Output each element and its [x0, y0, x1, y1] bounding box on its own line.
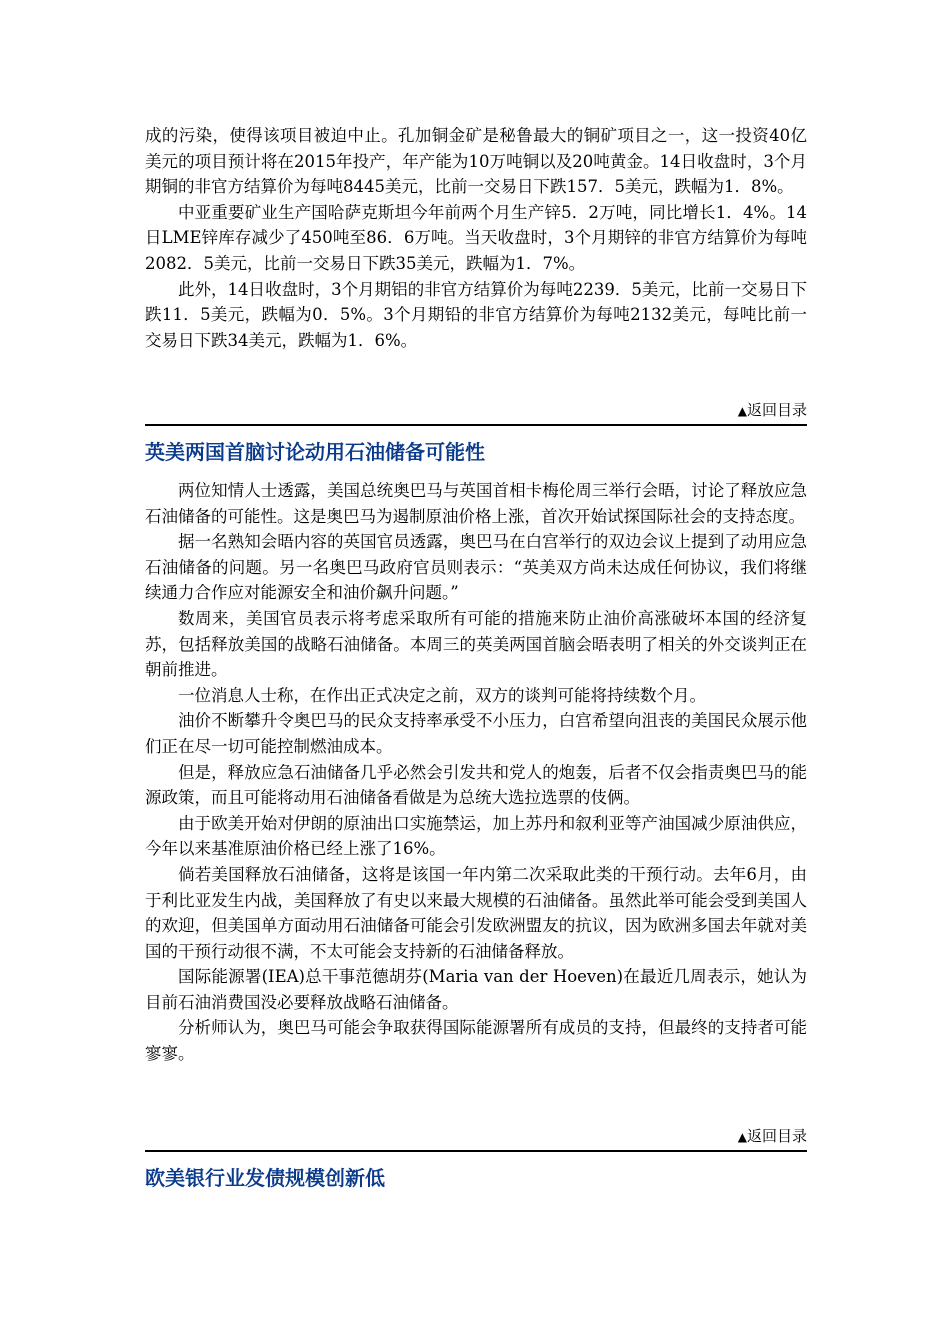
paragraph: 据一名熟知会晤内容的英国官员透露，奥巴马在白宫举行的双边会议上提到了动用应急石油储备的问题。另一名奥巴马政府官员则表示：“英美双方尚未达成任何协议，我们将继续通力合作应对能源安全和油价飙升问题。”: [145, 532, 807, 603]
paragraph: 此外，14日收盘时，3个月期铝的非官方结算价为每吨2239．5美元，比前一交易日下跌11．5美元，跌幅为0．5%。3个月期铅的非官方结算价为每吨2132美元，每吨比前一交易日下跌34美元，跌幅为1．6%。: [145, 279, 807, 350]
paragraph: 油价不断攀升令奥巴马的民众支持率承受不小压力，白宫希望向沮丧的美国民众展示他们正在尽一切可能控制燃油成本。: [145, 711, 807, 756]
paragraph: 成的污染，使得该项目被迫中止。孔加铜金矿是秘鲁最大的铜矿项目之一，这一投资40亿美元的项目预计将在2015年投产，年产能为10万吨铜以及20吨黄金。14日收盘时，3个月期铜的非官方结算价为每吨8445美元，比前一交易日下跌157．5美元，跌幅为1．8%。: [145, 126, 807, 197]
paragraph: 分析师认为，奥巴马可能会争取获得国际能源署所有成员的支持，但最终的支持者可能寥寥。: [145, 1018, 807, 1064]
article-title: 欧美银行业发债规模创新低: [145, 1166, 385, 1190]
article-continuation: [145, 123, 807, 353]
paragraph: 但是，释放应急石油储备几乎必然会引发共和党人的炮轰，后者不仅会指责奥巴马的能源政策，而且可能将动用石油储备看做是为总统大选拉选票的伎俩。: [145, 762, 807, 808]
paragraph: 由于欧美开始对伊朗的原油出口实施禁运，加上苏丹和叙利亚等产油国减少原油供应，今年以来基准原油价格已经上涨了16%。: [145, 813, 807, 859]
triangle-up-icon: ▲: [737, 1130, 747, 1144]
paragraph: 数周来，美国官员表示将考虑采取所有可能的措施来防止油价高涨破坏本国的经济复苏，包括释放美国的战略石油储备。本周三的英美两国首脑会晤表明了相关的外交谈判正在朝前推进。: [145, 608, 807, 680]
paragraph: 倘若美国释放石油储备，这将是该国一年内第二次采取此类的干预行动。去年6月，由于利比亚发生内战，美国释放了有史以来最大规模的石油储备。虽然此举可能会受到美国人的欢迎，但美国单方面动用石油储备可能会引发欧洲盟友的抗议，因为欧洲多国去年就对美国的干预行动很不满，不太可能会支持新的石油储备释放。: [145, 864, 807, 961]
back-to-toc-link[interactable]: [145, 400, 807, 421]
divider: [145, 424, 807, 426]
back-to-toc-label: 返回目录: [746, 401, 807, 419]
paragraph: 国际能源署(IEA)总干事范德胡芬(Maria van der Hoeven)在最近几周表示，她认为目前石油消费国没必要释放战略石油储备。: [145, 967, 807, 1012]
paragraph: 中亚重要矿业生产国哈萨克斯坦今年前两个月生产锌5．2万吨，同比增长1．4%。14日LME锌库存减少了450吨至86．6万吨。当天收盘时，3个月期锌的非官方结算价为每吨2082．5美元，比前一交易日下跌35美元，跌幅为1．7%。: [145, 202, 807, 273]
divider: [145, 1150, 807, 1152]
article-title: 英美两国首脑讨论动用石油储备可能性: [145, 440, 485, 464]
paragraph: 一位消息人士称，在作出正式决定之前，双方的谈判可能将持续数个月。: [178, 685, 706, 705]
article-body: [145, 478, 807, 1067]
back-to-toc-label: 返回目录: [746, 1127, 807, 1145]
back-to-toc-link[interactable]: [145, 1126, 807, 1147]
triangle-up-icon: ▲: [737, 404, 747, 418]
paragraph: 两位知情人士透露，美国总统奥巴马与英国首相卡梅伦周三举行会晤，讨论了释放应急石油储备的可能性。这是奥巴马为遏制原油价格上涨，首次开始试探国际社会的支持态度。: [145, 481, 807, 526]
